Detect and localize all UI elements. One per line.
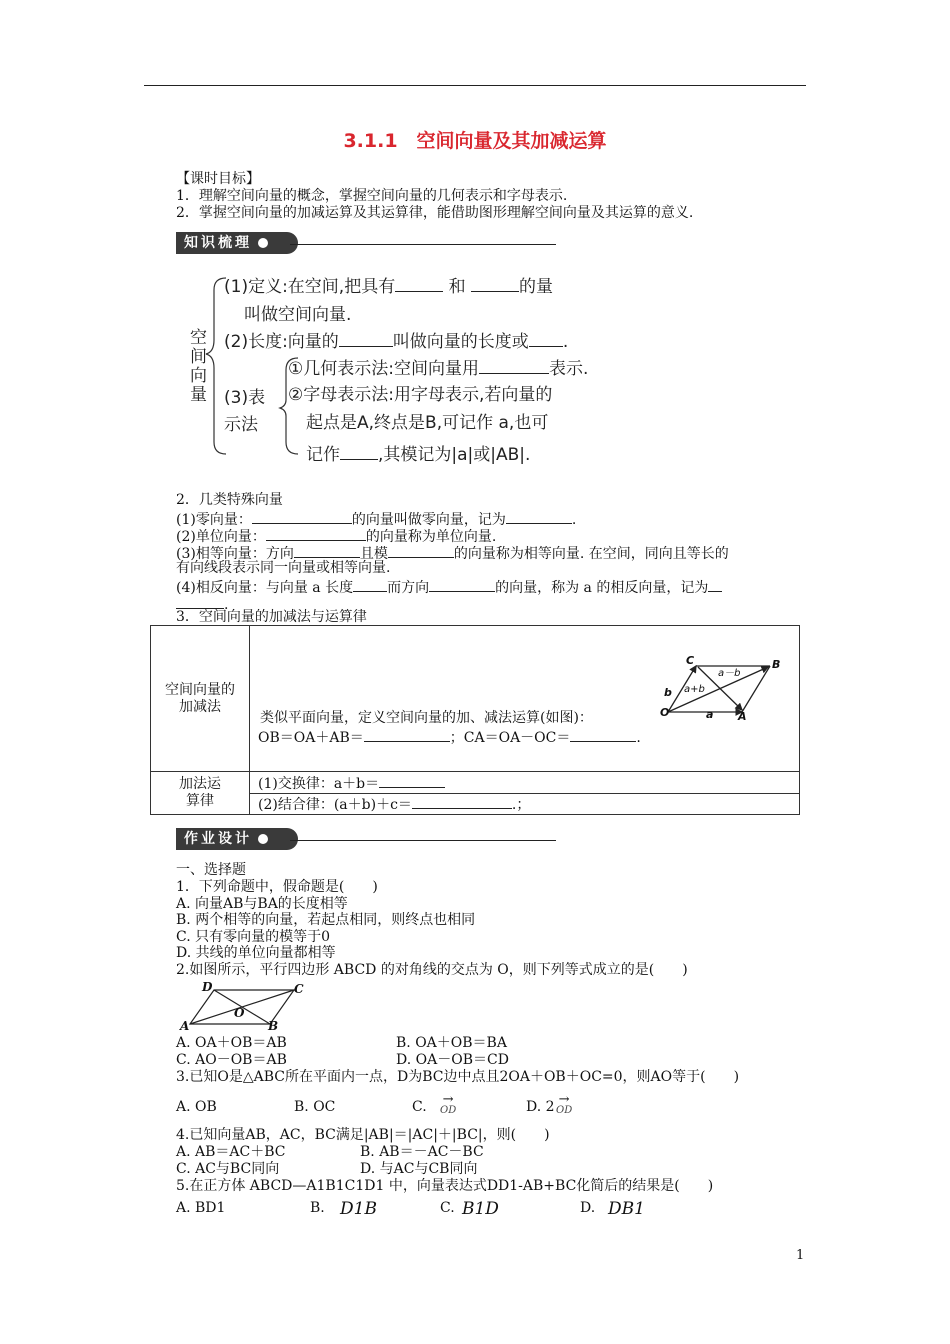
q1-option-d: D. 共线的单位向量都相等 bbox=[176, 945, 336, 961]
q4-stem: 4.已知向量AB，AC，BC满足|AB|＝|AC|＋|BC|，则( ) bbox=[176, 1127, 550, 1143]
fig-label-b: b bbox=[664, 686, 672, 699]
q1-option-b: B. 两个相等的向量，若起点相同，则终点也相同 bbox=[176, 912, 476, 928]
q3-option-d-vector: → OD bbox=[556, 1092, 573, 1116]
section3-heading: 3．空间向量的加减法与运算律 bbox=[176, 609, 367, 625]
fig-label-A: A bbox=[738, 710, 747, 723]
q4-option-a: A. AB＝AC＋BC bbox=[176, 1144, 286, 1160]
rep-label-1: (3)表 bbox=[224, 388, 266, 408]
objective-1: 1．理解空间向量的概念，掌握空间向量的几何表示和字母表示. bbox=[176, 188, 568, 204]
q1-option-c: C. 只有零向量的模等于0 bbox=[176, 929, 331, 945]
commutative-cell: (1)交换律：a＋b＝ bbox=[250, 772, 800, 794]
bullet-icon bbox=[258, 834, 268, 844]
objective-2: 2．掌握空间向量的加减运算及其运算律，能借助图形理解空间向量及其运算的意义. bbox=[176, 205, 694, 221]
operations-table bbox=[150, 625, 800, 815]
banner-rule bbox=[290, 244, 556, 245]
q1-option-a: A. 向量AB与BA的长度相等 bbox=[176, 896, 348, 912]
q2-stem: 2.如图所示，平行四边形 ABCD 的对角线的交点为 O，则下列等式成立的是( ) bbox=[176, 962, 688, 978]
q3-option-c-vector: → OD bbox=[440, 1092, 457, 1116]
opposite-vector-line-2: . bbox=[176, 594, 228, 614]
q5-option-d: D. bbox=[580, 1200, 596, 1216]
q3-option-a: A. OB bbox=[176, 1099, 217, 1115]
opposite-vector-line: (4)相反向量：与向量 a 长度 而方向 的向量，称为 a 的相反向量，记为 bbox=[176, 577, 722, 597]
addition-label-cell: 空间向量的加减法 bbox=[151, 626, 250, 772]
homework-banner-label: 作业设计 bbox=[184, 831, 252, 847]
q5-option-c-vector: B1D bbox=[462, 1199, 499, 1219]
homework-banner bbox=[176, 828, 298, 850]
rep-geometric: ①几何表示法:空间向量用 表示. bbox=[288, 359, 589, 379]
knowledge-banner-label: 知识梳理 bbox=[184, 235, 252, 251]
q2-label-O: O bbox=[234, 1006, 245, 1020]
fig-label-a: a bbox=[706, 708, 714, 721]
length-line: (2)长度:向量的 叫做向量的长度或 . bbox=[224, 332, 569, 352]
rep-letter-3: 记作 ,其模记为|a|或|AB|. bbox=[306, 445, 531, 465]
addition-def-text: 类似平面向量，定义空间向量的加、减法运算(如图)： bbox=[260, 710, 593, 726]
q2-option-d: D. OA－OB＝CD bbox=[396, 1052, 509, 1068]
q3-option-d: D. 2 bbox=[526, 1099, 555, 1115]
law-label-cell: 加法运算律 bbox=[151, 772, 250, 815]
objectives-heading: 【课时目标】 bbox=[176, 171, 260, 187]
q2-label-D: D bbox=[202, 980, 213, 994]
q5-option-b: B. bbox=[310, 1200, 325, 1216]
q5-option-d-vector: DB1 bbox=[608, 1199, 645, 1219]
knowledge-banner bbox=[176, 232, 298, 254]
q2-option-a: A. OA＋OB＝AB bbox=[176, 1035, 287, 1051]
fig-label-a-plus-b: a+b bbox=[684, 684, 705, 695]
equal-vector-line-2: 有向线段表示同一向量或相等向量. bbox=[176, 560, 391, 576]
addition-formula: OB＝OA＋AB＝ ；CA＝OA－OC＝ . bbox=[258, 727, 641, 747]
fig-label-B: B bbox=[772, 658, 781, 671]
q5-option-b-vector: D1B bbox=[340, 1199, 377, 1219]
q2-label-C: C bbox=[294, 982, 304, 996]
q5-option-c: C. bbox=[440, 1200, 455, 1216]
fig-label-a-minus-b: a－b bbox=[718, 668, 741, 679]
definition-line-2: 叫做空间向量. bbox=[244, 305, 352, 325]
root-label: 空 间 向 量 bbox=[190, 328, 207, 405]
q1-stem: 1．下列命题中，假命题是( ) bbox=[176, 879, 378, 895]
zero-vector-line: (1)零向量： 的向量叫做零向量，记为 . bbox=[176, 509, 576, 529]
q3-stem: 3.已知O是△ABC所在平面内一点，D为BC边中点且2OA＋OB＋OC=0，则AO等于( ) bbox=[176, 1069, 740, 1085]
q4-option-c: C. AC与BC同向 bbox=[176, 1161, 280, 1177]
special-heading: 2．几类特殊向量 bbox=[176, 492, 283, 508]
q2-label-A: A bbox=[180, 1019, 190, 1033]
q2-option-b: B. OA＋OB＝BA bbox=[396, 1035, 507, 1051]
q2-label-B: B bbox=[268, 1019, 279, 1033]
banner-rule bbox=[290, 840, 556, 841]
rep-letter-1: ②字母表示法:用字母表示,若向量的 bbox=[288, 385, 553, 405]
q2-option-c: C. AO－OB＝AB bbox=[176, 1052, 287, 1068]
addition-content-cell bbox=[250, 626, 800, 772]
q5-option-a: A. BD1 bbox=[176, 1200, 226, 1216]
q5-stem: 5.在正方体 ABCD—A1B1C1D1 中，向量表达式DD1-AB+BC化简后的结果是( ) bbox=[176, 1178, 714, 1194]
page-number: 1 bbox=[796, 1248, 805, 1263]
bullet-icon bbox=[258, 238, 268, 248]
associative-cell: (2)结合律：(a＋b)＋c＝ .； bbox=[250, 794, 800, 815]
q4-option-d: D. 与AC与CB同向 bbox=[360, 1161, 478, 1177]
equal-vector-line: (3)相等向量：方向 且模 的向量称为相等向量. 在空间，同向且等长的 bbox=[176, 543, 729, 563]
rep-label-2: 示法 bbox=[224, 415, 258, 435]
page-title: 3.1.1 空间向量及其加减运算 bbox=[343, 130, 607, 152]
definition-line: (1)定义:在空间,把具有 和 的量 bbox=[224, 277, 554, 297]
header-rule bbox=[144, 85, 806, 86]
unit-vector-line: (2)单位向量： 的向量称为单位向量. bbox=[176, 526, 496, 546]
fig-label-C: C bbox=[686, 654, 695, 667]
q3-option-c: C. bbox=[412, 1099, 427, 1115]
rep-letter-2: 起点是A,终点是B,可记作 a,也可 bbox=[306, 413, 549, 433]
part-heading: 一、选择题 bbox=[176, 862, 246, 878]
q4-option-b: B. AB＝－AC－BC bbox=[360, 1144, 484, 1160]
fig-label-O: O bbox=[660, 706, 670, 719]
q3-option-b: B. OC bbox=[294, 1099, 336, 1115]
